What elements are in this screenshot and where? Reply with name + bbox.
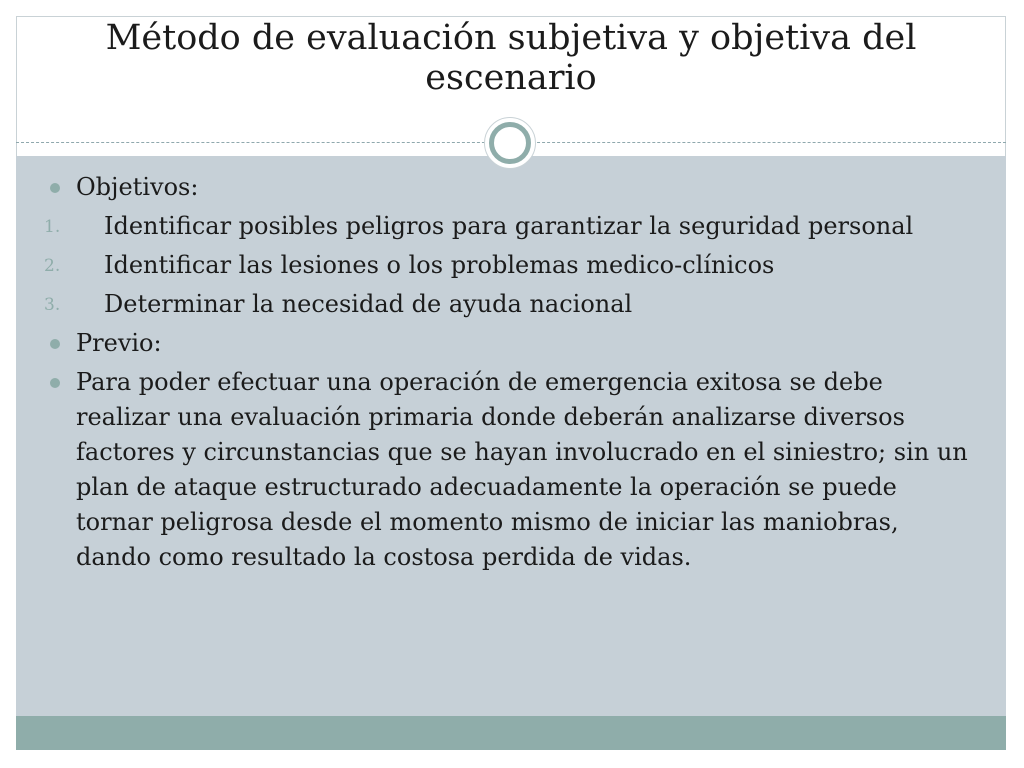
bullet-dot-icon [50, 183, 60, 193]
objetivos-label: Objetivos: [76, 173, 199, 201]
numbered-item [44, 248, 974, 283]
numbered-item [44, 209, 974, 244]
slide-title: Método de evaluación subjetiva y objetiva del escenario [105, 18, 917, 98]
numbered-item [44, 287, 974, 322]
bullet-objetivos [44, 170, 974, 205]
paragraph-text: Para poder efectuar una operación de emergencia exitosa se debe realizar una evaluación primaria donde deberán analizarse diversos factores y circunstancias que se hayan involucrado en el siniestro; sin un plan de ataque estructurado adecuadamente la operación se puede tornar peligrosa desde el momento mismo de iniciar las maniobras, dando como resultado la costosa perdida de vidas. [76, 368, 968, 571]
bullet-paragraph [44, 365, 974, 575]
item-text: Identificar las lesiones o los problemas medico-clínicos [104, 251, 775, 279]
bullet-previo [44, 326, 974, 361]
item-number: 2. [44, 256, 61, 276]
footer-bar [16, 716, 1006, 750]
previo-label: Previo: [76, 329, 162, 357]
bullet-dot-icon [50, 378, 60, 388]
ring-ornament-icon [484, 117, 536, 169]
item-number: 1. [44, 217, 61, 237]
bullet-dot-icon [50, 339, 60, 349]
ring-inner [489, 122, 531, 164]
slide-body [44, 170, 974, 575]
item-text: Identificar posibles peligros para garantizar la seguridad personal [104, 212, 914, 240]
item-text: Determinar la necesidad de ayuda nacional [104, 290, 633, 318]
item-number: 3. [44, 295, 61, 315]
